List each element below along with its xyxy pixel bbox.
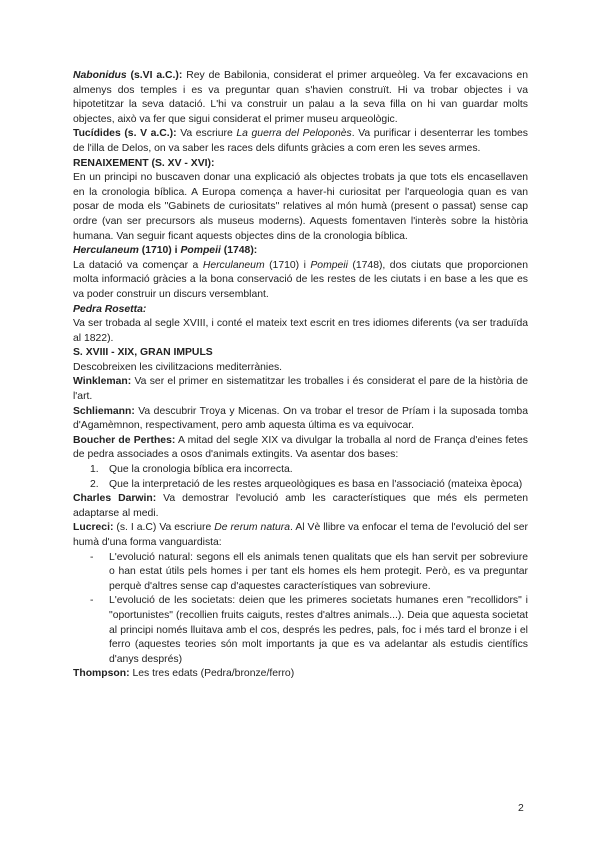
name-darwin: Charles Darwin:	[73, 493, 157, 505]
text-lucreci-1: (s. I a.C) Va escriure	[113, 522, 215, 534]
text-winkleman: Va ser el primer en sistematitzar les troballes i és considerat el pare de la història de l'art.	[73, 376, 528, 403]
work-lucreci: De rerum natura	[214, 522, 291, 534]
name-lucreci: Lucreci:	[73, 522, 114, 534]
paragraph-darwin	[73, 492, 528, 521]
paragraph-boucher	[73, 434, 528, 463]
heading-herculaneum	[73, 244, 528, 259]
herc-text-2: Herculaneum	[202, 259, 265, 271]
name-schliemann: Schliemann:	[73, 405, 135, 417]
text-nabonidus: Rey de Babilonia, considerat el primer arqueòleg. Va fer excavacions en almenys dos temples i es va preguntar quan s'havien construït. Hi va trobar objectes i va hipotetitzar la seva datació. L'hi va construir un palau a la seva filla on hi van guardar molts objectes, això va fer que sigui considerat el primer museu arqueològic.	[73, 70, 528, 125]
list-item	[73, 463, 528, 478]
list-item-text: Que la cronologia bíblica era incorrecta.	[109, 464, 293, 476]
heading-herculaneum-1: Herculaneum	[73, 245, 139, 257]
list-marker: 1.	[90, 464, 99, 476]
text-tucidides-1: Va escriure	[176, 128, 237, 140]
paragraph-lucreci	[73, 521, 528, 550]
text-tucidides-2: . Va purificar i desenterrar les tombes de l'illa de Delos, on va saber les races dels difunts gràcies a com eren les seves armes.	[73, 128, 529, 154]
text-thompson: Les tres edats (Pedra/bronze/ferro)	[129, 668, 295, 680]
list-item-text: L'evolució natural: segons ell els animals tenen qualitats que els han servit per sobreviure o han estat útils pels homes i per tant els homes els hem protegit. Però, es va preguntar perquè d'altres sense cap d'aquestes característiques van sobreviure.	[109, 551, 528, 592]
work-tucidides: La guerra del Peloponès	[236, 128, 352, 140]
name-winkleman: Winkleman:	[73, 376, 132, 388]
name-boucher: Boucher de Perthes:	[73, 434, 176, 446]
name-tucidides: Tucídides (s. V a.C.):	[73, 128, 177, 140]
list-marker: 2.	[90, 478, 99, 490]
list-lucreci	[73, 551, 528, 668]
text-schliemann: Va descubrir Troya y Micenas. On va trobar el tresor de Príam i la suposada tomba d'Agamèmnon, respectivament, pero amb aquesta última es va equivocar.	[73, 405, 528, 432]
paragraph-thompson	[73, 667, 528, 682]
paragraph-tucidides	[73, 127, 528, 156]
list-item	[73, 594, 528, 667]
paragraph-renaixement: En un principi no buscaven donar una explicació als objectes trobats ja que tots els encasellaven en la cronologia bíblica. A Europa comença a haver-hi curiositat per l'arqueologia quan es van posar de moda els "Gabinets de curiositats" relatives al món humà (present o passat) sense cap ordre (van ser precursors als museus moderns). Aquests fomentaven l'interès sobre la història humana. Van seguir ficant aquests objectes dins de la cronologia bíblica.	[73, 172, 528, 242]
heading-herculaneum-4: (1748):	[220, 245, 258, 257]
name-thompson: Thompson:	[73, 668, 130, 680]
list-marker: -	[90, 595, 94, 607]
paragraph-winkleman	[73, 375, 528, 404]
paragraph-s18-intro: Descobreixen les civilitzacions mediterrànies.	[73, 361, 283, 373]
paragraph-schliemann	[73, 405, 528, 434]
list-marker: -	[90, 551, 94, 563]
herc-text-3: (1710) i	[264, 259, 311, 271]
heading-pedra-rosetta: Pedra Rosetta:	[73, 303, 147, 315]
heading-herculaneum-3: Pompeii	[180, 245, 221, 257]
name-nabonidus: Nabonidus	[73, 70, 127, 81]
heading-herculaneum-2: (1710) i	[138, 245, 181, 257]
paragraph-herculaneum	[73, 259, 528, 303]
text-lucreci-2: . Al Vè llibre va enfocar el tema de l'evolució del ser humà d'una forma vanguardista:	[73, 522, 528, 548]
list-item	[73, 551, 528, 595]
date-nabonidus: (s.VI a.C.):	[126, 70, 183, 81]
herc-text-5: (1748), dos ciutats que proporcionen molta informació gràcies a la bona conservació de les restes de les ciutats i en base a les que es va poder construir un discurs versemblant.	[73, 259, 528, 300]
list-boucher-bases	[73, 463, 528, 492]
list-item	[73, 478, 528, 493]
text-boucher: A mitad del segle XIX va divulgar la troballa al nord de França d'eines fetes de pedra associades a osos d'animals extingits. Va asentar dos bases:	[73, 434, 528, 461]
heading-s18: S. XVIII - XIX, GRAN IMPULS	[73, 347, 213, 359]
text-darwin: Va demostrar l'evolució amb les característiques que més els permeten adaptarse al medi.	[73, 493, 529, 519]
herc-text-1: La datació va començar a	[73, 259, 203, 271]
heading-renaixement: RENAIXEMENT (S. XV - XVI):	[73, 157, 215, 169]
paragraph-pedra-rosetta: Va ser trobada al segle XVIII, i conté el mateix text escrit en tres idiomes diferents (va ser traduïda al 1822).	[73, 318, 528, 344]
page-number: 2	[518, 803, 524, 814]
list-item-text: Que la interpretació de les restes arqueològiques es basa en l'associació (mateixa època)	[109, 478, 523, 490]
herc-text-4: Pompeii	[310, 259, 348, 271]
list-item-text: L'evolució de les societats: deien que les primeres societats humanes eren "recollidors" i "oportunistes" (recollien fruits caiguts, restes d'altres animals...). Deia que aquesta societat al principi només lluitava amb el cos, després les pedres, pals, foc i més tard el bronze i el ferro (aquestes teories són molt importants ja que es va adelantar als estudis científics d'anys després)	[109, 595, 528, 665]
document-page	[73, 69, 528, 682]
paragraph-nabonidus	[73, 69, 528, 127]
